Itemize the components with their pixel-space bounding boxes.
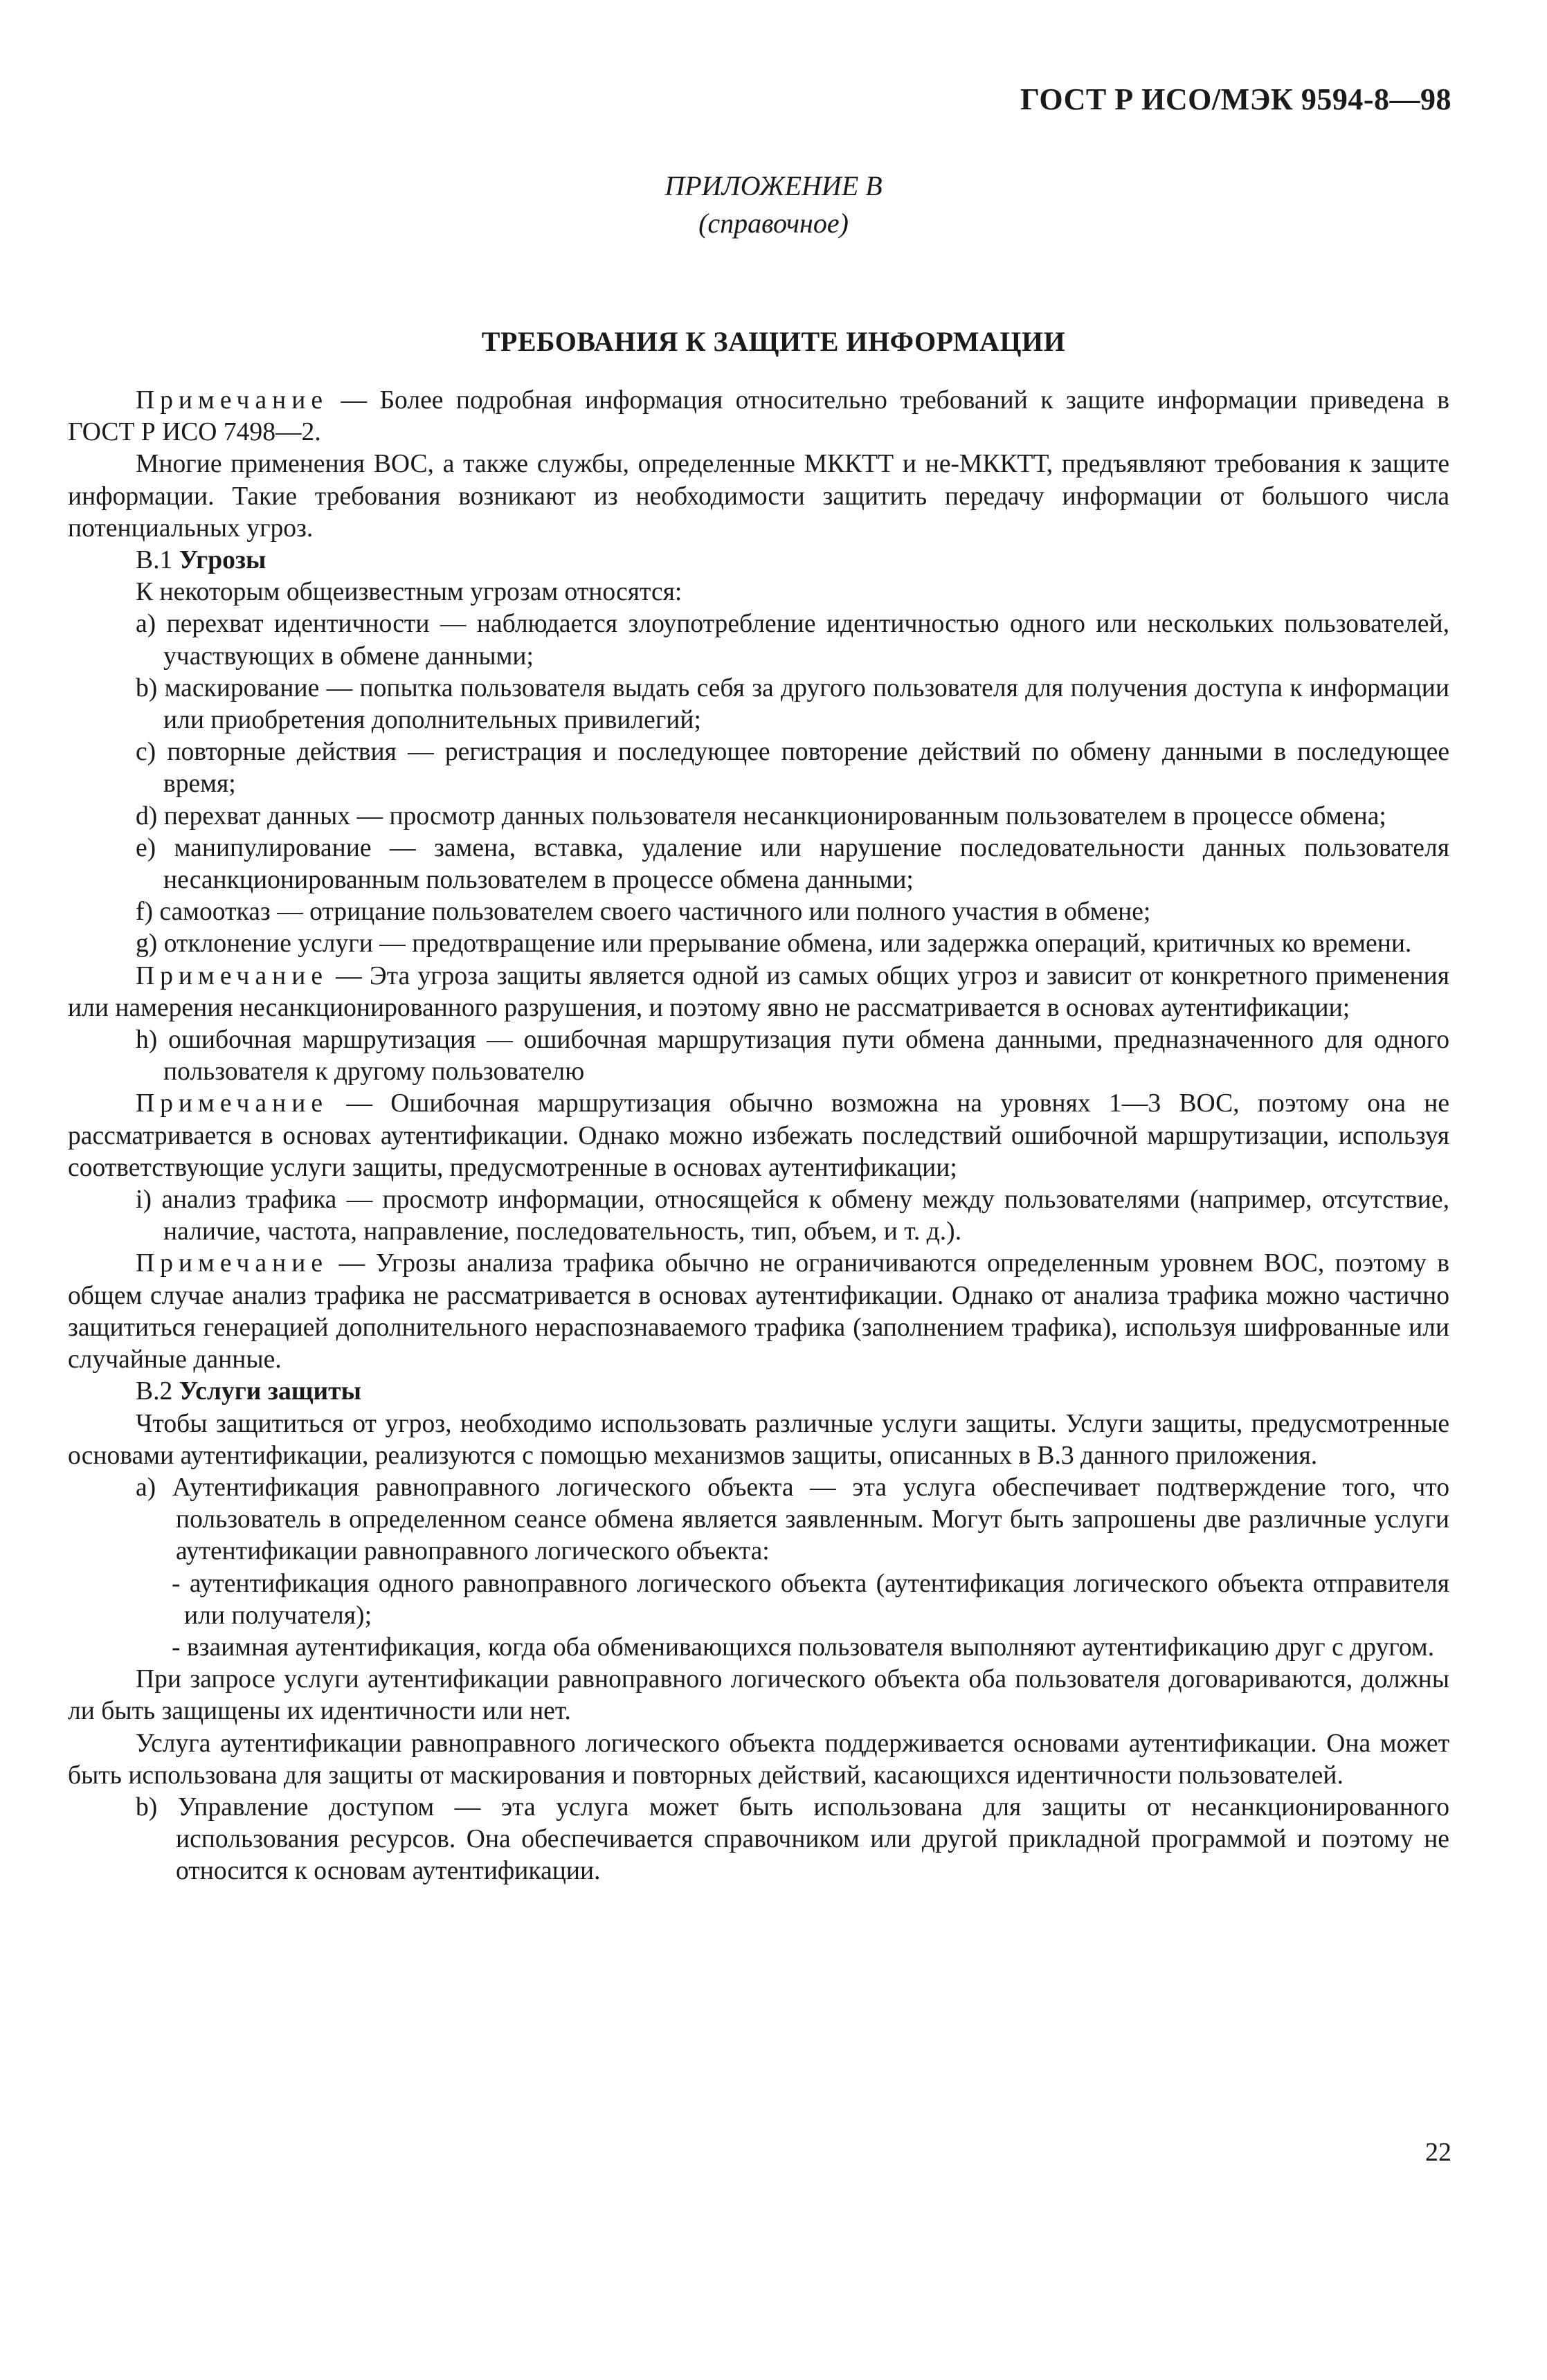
section-b1-title: Угрозы [179, 546, 266, 575]
threat-item-i: i) анализ трафика — просмотр информации, относящейся к обмену между пользователями (например, отсутствие, наличие, частота, направление, последовательность, тип, объем, и т. д.). [136, 1186, 1449, 1246]
note-threat-i-text: — Угрозы анализа трафика обычно не ограничиваются определенным уровнем ВОС, поэтому в общем случае анализ трафика не рассматривается в основах аутентификации. Однако от анализа трафика можно частично защититься генерацией дополнительного нераспознаваемого трафика (заполнением трафика), используя шифрованные или случайные данные. [68, 1249, 1449, 1374]
note-label: Примечание [136, 1089, 329, 1118]
threat-item-c: с) повторные действия — регистрация и последующее повторение действий по обмену данными в последующее время; [136, 738, 1449, 799]
threat-item-e: е) манипулирование — замена, вставка, удаление или нарушение последовательности данных пользователя несанкционированным пользователем в процессе обмена данными; [136, 833, 1449, 895]
intro-paragraph: Многие применения ВОС, а также службы, определенные МККТТ и не-МККТТ, предъявляют требования к защите информации. Такие требования возникают из необходимости защитить передачу информации от большого числа потенциальных угроз. [68, 450, 1449, 543]
note-threat-g-text: — Эта угроза защиты является одной из самых общих угроз и зависит от конкретного применения или намерения несанкционированного разрушения, и поэтому явно не рассматривается в основах аутентификации; [68, 961, 1449, 1022]
service-item-a-dash-2: - взаимная аутентификация, когда оба обменивающихся пользователя выполняют аутентификацию друг с другом. [172, 1633, 1435, 1662]
threat-item-d: d) перехват данных — просмотр данных пользователя несанкционированным пользователем в процессе обмена; [136, 801, 1386, 830]
note-threat-h [68, 1088, 1449, 1184]
appendix-subtitle: (справочное) [698, 208, 849, 239]
appendix-title: ПРИЛОЖЕНИЕ В [664, 170, 883, 201]
services-paragraph-2: Услуга аутентификации равноправного логического объекта поддерживается основами аутентификации. Она может быть использована для защиты от маскирования и повторных действий, касающихся идентичности пользователей. [68, 1729, 1449, 1790]
service-item-a-dash-1: - аутентификация одного равноправного логического объекта (аутентификация логического объекта отправителя или получателя); [172, 1569, 1449, 1630]
service-item-b: b) Управление доступом — эта услуга может быть использована для защиты от несанкционированного использования ресурсов. Она обеспечивается справочником или другой прикладной программой и поэтому не относится к основам аутентификации. [136, 1792, 1449, 1886]
section-b2-heading [68, 1376, 1449, 1408]
page-number: 22 [1425, 2138, 1451, 2167]
note-threat-i [68, 1248, 1449, 1376]
services-lead: Чтобы защититься от угроз, необходимо использовать различные услуги защиты. Услуги защиты, предусмотренные основами аутентификации, реализуются с помощью механизмов защиты, описанных в В.3 данного приложения. [68, 1409, 1449, 1470]
document-header: ГОСТ Р ИСО/МЭК 9594-8—98 [1020, 82, 1451, 116]
threat-item-b: b) маскирование — попытка пользователя выдать себя за другого пользователя для получения доступа к информации или приобретения дополнительных привилегий; [136, 673, 1449, 735]
section-b1-heading [68, 545, 1449, 576]
document-body [68, 385, 1449, 1888]
threat-item-h: h) ошибочная маршрутизация — ошибочная маршрутизация пути обмена данными, предназначенного для одного пользователя к другому пользователю [136, 1026, 1449, 1087]
section-b2-title: Услуги защиты [179, 1377, 361, 1406]
services-paragraph-1: При запросе услуги аутентификации равноправного логического объекта оба пользователя договариваются, должны ли быть защищены их идентичности или нет. [68, 1665, 1449, 1726]
appendix-heading [0, 167, 1547, 242]
note-threat-g [68, 961, 1449, 1024]
note-threat-h-text: — Ошибочная маршрутизация обычно возможна на уровнях 1—3 ВОС, поэтому она не рассматривается в основах аутентификации. Однако можно избежать последствий ошибочной маршрутизации, используя соответствующие услуги защиты, предусмотренные в основах аутентификации; [68, 1089, 1449, 1182]
threats-lead: К некоторым общеизвестным угрозам относятся: [136, 578, 682, 607]
threat-item-a: а) перехват идентичности — наблюдается злоупотребление идентичностью одного или нескольких пользователей, участвующих в обмене данными; [136, 610, 1449, 671]
service-item-a: а) Аутентификация равноправного логического объекта — эта услуга обеспечивает подтверждение того, что пользователь в определенном сеансе обмена является заявленным. Могут быть запрошены две различные услуги аутентификации равноправного логического объекта: [136, 1473, 1449, 1566]
note-label: Примечание [136, 961, 329, 990]
section-title: ТРЕБОВАНИЯ К ЗАЩИТЕ ИНФОРМАЦИИ [481, 326, 1066, 357]
section-b2-number: В.2 [136, 1377, 179, 1406]
intro-note [68, 385, 1449, 448]
threat-item-g: g) отклонение услуги — предотвращение или прерывание обмена, или задержка операций, критичных ко времени. [136, 929, 1412, 959]
note-label: Примечание [136, 1249, 329, 1278]
intro-note-text: — Более подробная информация относительно требований к защите информации приведена в ГОСТ Р ИСО 7498—2. [68, 386, 1449, 447]
note-label: Примечание [136, 386, 329, 415]
section-b1-number: В.1 [136, 546, 179, 575]
threat-item-f: f) самоотказ — отрицание пользователем своего частичного или полного участия в обмене; [136, 898, 1151, 927]
